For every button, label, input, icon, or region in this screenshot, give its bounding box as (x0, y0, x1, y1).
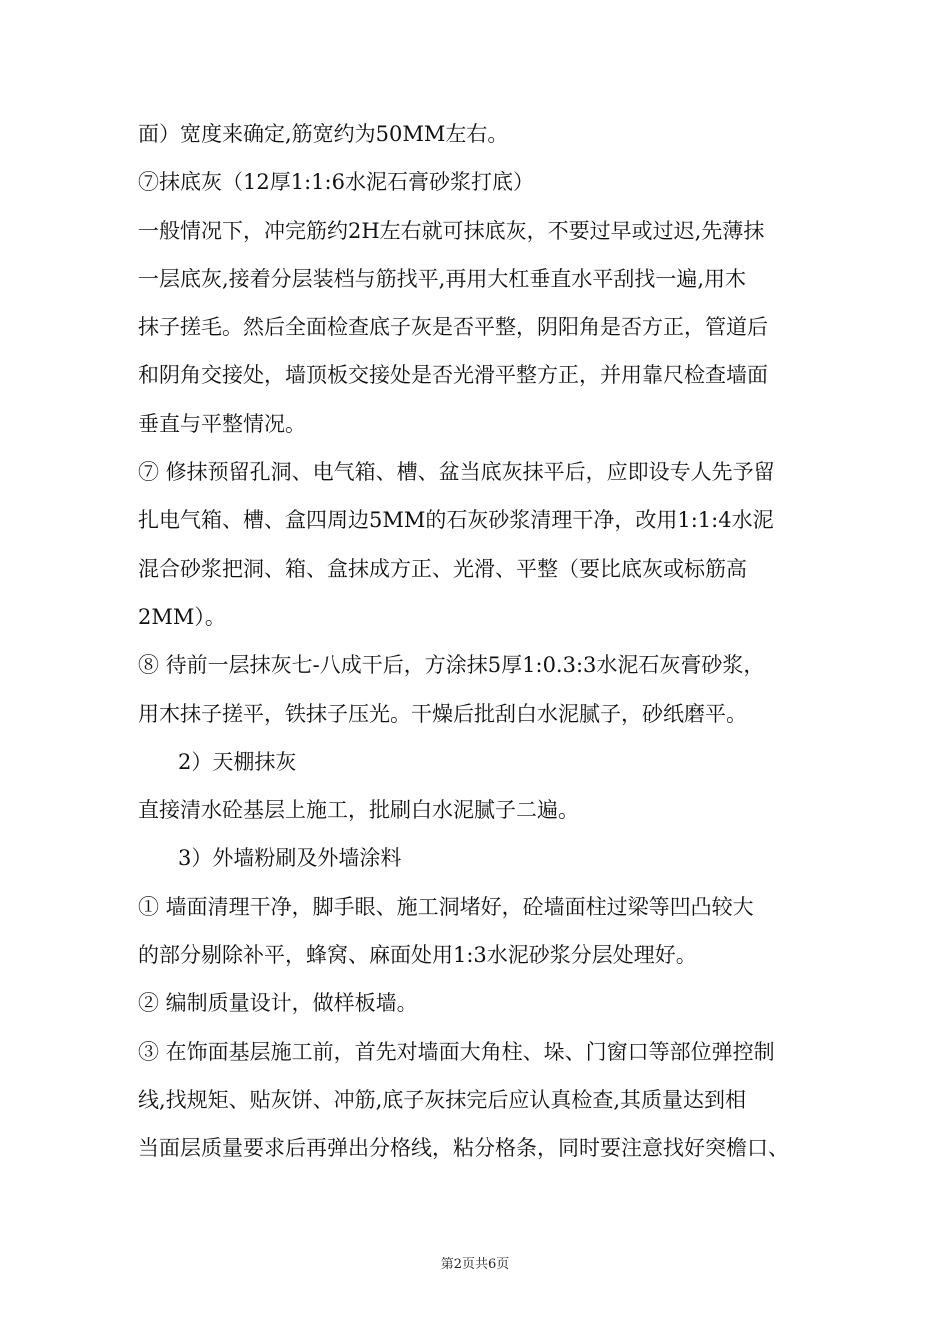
text-line: ① 墙面清理干净，脚手眼、施工洞堵好，砼墙面柱过梁等凹凸较大 (138, 894, 754, 919)
text-line: 一层底灰,接着分层装档与筋找平,再用大杠垂直水平刮找一遍,用木 (138, 266, 747, 291)
text-line: ② 编制质量设计，做样板墙。 (138, 991, 418, 1016)
text-line: 用木抹子搓平，铁抹子压光。干燥后批刮白水泥腻子，砂纸磨平。 (138, 701, 747, 726)
text-line: ⑦ 修抹预留孔洞、电气箱、槽、盆当底灰抹平后，应即设专人先予留 (138, 460, 775, 485)
text-line: 垂直与平整情况。 (138, 411, 306, 436)
text-line: 线,找规矩、贴灰饼、冲筋,底子灰抹完后应认真检查,其质量达到相 (138, 1087, 747, 1112)
text-line: ⑦抹底灰（12厚1:1:6水泥石膏砂浆打底） (138, 170, 534, 195)
text-line: 抹子搓毛。然后全面检查底子灰是否平整，阴阳角是否方正，管道后 (138, 315, 768, 340)
text-line: 扎电气箱、槽、盒四周边5MM的石灰砂浆清理干净，改用1:1:4水泥 (138, 508, 774, 533)
text-line: ⑧ 待前一层抹灰七-八成干后，方涂抹5厚1:0.3:3水泥石灰膏砂浆， (138, 653, 765, 678)
text-line: 和阴角交接处，墙顶板交接处是否光滑平整方正，并用靠尺检查墙面 (138, 363, 768, 388)
text-line: 面）宽度来确定,筋宽约为50MM左右。 (138, 122, 509, 146)
text-line: 当面层质量要求后再弹出分格线，粘分格条，同时要注意找好突檐口、 (138, 1136, 789, 1161)
text-line: 直接清水砼基层上施工，批刷白水泥腻子二遍。 (138, 798, 579, 823)
text-line: 混合砂浆把洞、箱、盒抹成方正、光滑、平整（要比底灰或标筋高 (138, 556, 747, 581)
text-line: 2MM）。 (138, 604, 226, 629)
text-line: ③ 在饰面基层施工前，首先对墙面大角柱、垛、门窗口等部位弹控制 (138, 1039, 775, 1064)
text-line: 的部分剔除补平，蜂窝、麻面处用1:3水泥砂浆分层处理好。 (138, 943, 697, 968)
text-line: 3）外墙粉刷及外墙涂料 (178, 846, 402, 871)
document-body (138, 122, 828, 1185)
text-line: 2）天棚抹灰 (178, 749, 297, 774)
text-line: 一般情况下，冲完筋约2H左右就可抹底灰，不要过早或过迟,先薄抹 (138, 218, 765, 243)
page-number: 第2页共6页 (440, 1257, 510, 1272)
